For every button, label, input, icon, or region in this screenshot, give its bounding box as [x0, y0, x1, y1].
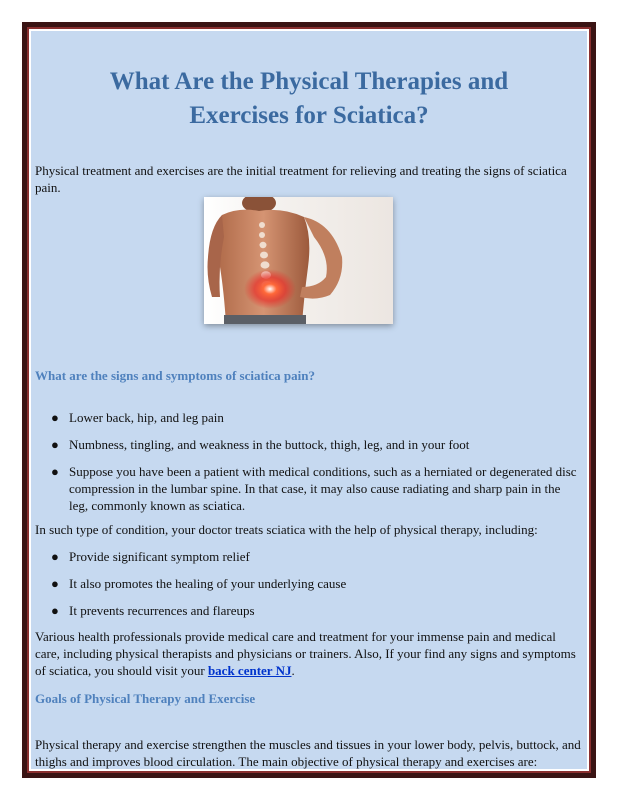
- list-item: [51, 409, 581, 426]
- back-center-link[interactable]: back center NJ: [207, 663, 292, 678]
- list-item: [51, 463, 581, 514]
- back-pain-image: [204, 197, 393, 324]
- bullet-icon: ●: [51, 576, 59, 591]
- professionals-paragraph: [35, 628, 581, 679]
- title-line-2: Exercises for Sciatica?: [189, 102, 429, 129]
- frame-border: [27, 27, 591, 773]
- bullet-icon: ●: [51, 549, 59, 564]
- goals-paragraph: Physical therapy and exercise strengthen the muscles and tissues in your lower body, pelvis, buttock, and thighs and improves blood circulation. The main objective of physical therapy and exercises are:: [35, 737, 581, 769]
- list-item-text: It also promotes the healing of your underlying cause: [69, 576, 347, 591]
- list-item: [51, 548, 581, 565]
- frame-inner-border: [29, 29, 589, 771]
- section-heading-goals: Goals of Physical Therapy and Exercise: [35, 691, 256, 706]
- intro-paragraph: Physical treatment and exercises are the initial treatment for relieving and treating the signs of sciatica pain.: [35, 163, 567, 195]
- document-page: [31, 31, 587, 769]
- benefits-list: [51, 548, 581, 619]
- symptoms-list: [51, 409, 581, 514]
- page-frame: [22, 22, 596, 778]
- professionals-text: Various health professionals provide medical care and treatment for your immense pain and medical care, including physical therapists and physicians or trainers. Also, If your find any signs and symptoms of sciatica, you should visit your: [35, 629, 576, 678]
- bullet-icon: ●: [51, 464, 59, 479]
- bullet-icon: ●: [51, 437, 59, 452]
- list-item-text: Suppose you have been a patient with medical conditions, such as a herniated or degenerated disc compression in the lumbar spine. In that case, it may also cause radiating and sharp pain in the leg, commonly known as sciatica.: [69, 464, 577, 513]
- list-item: [51, 436, 581, 453]
- bullet-icon: ●: [51, 410, 59, 425]
- list-item-text: It prevents recurrences and flareups: [69, 603, 255, 618]
- list-item-text: Provide significant symptom relief: [69, 549, 250, 564]
- page-title: [31, 65, 587, 133]
- link-suffix: .: [291, 663, 295, 678]
- bullet-icon: ●: [51, 603, 59, 618]
- section-heading-symptoms: What are the signs and symptoms of sciatica pain?: [35, 368, 316, 383]
- list-item: [51, 575, 581, 592]
- list-item-text: Numbness, tingling, and weakness in the buttock, thigh, leg, and in your foot: [69, 437, 470, 452]
- list-item: [51, 602, 581, 619]
- back-pain-photo-icon: [204, 197, 393, 324]
- title-line-1: What Are the Physical Therapies and: [109, 68, 509, 95]
- list-item-text: Lower back, hip, and leg pain: [69, 410, 224, 425]
- therapy-intro-paragraph: In such type of condition, your doctor treats sciatica with the help of physical therapy, including:: [35, 522, 538, 537]
